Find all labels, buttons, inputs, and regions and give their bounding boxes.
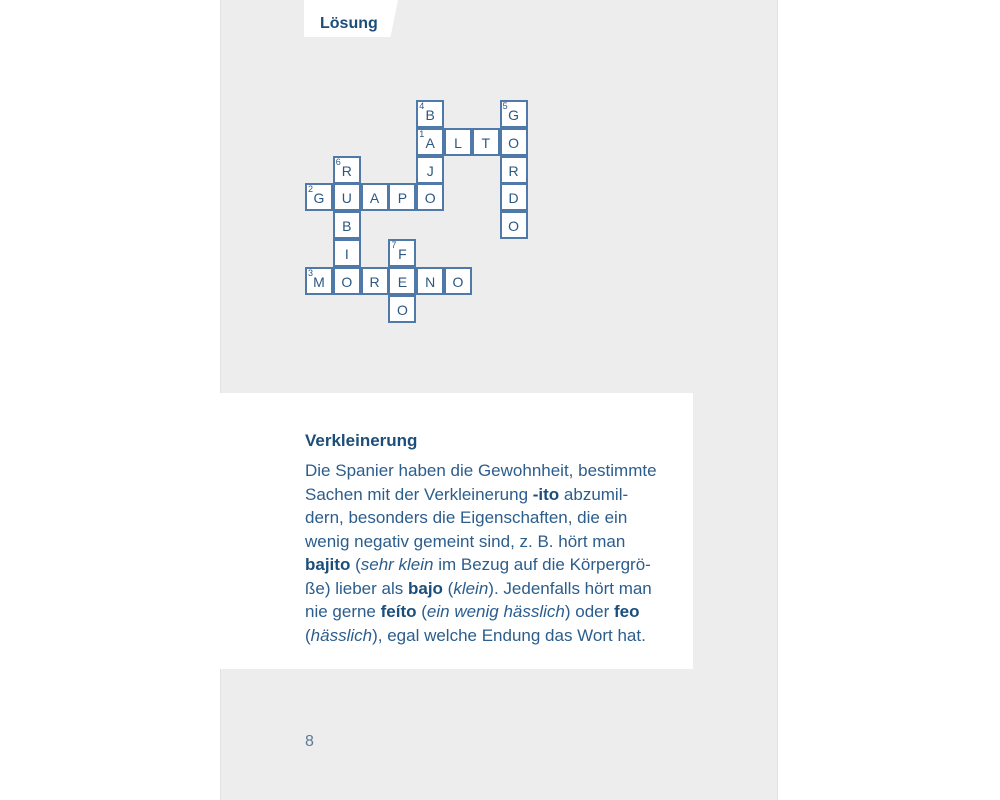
info-text-line (305, 624, 675, 648)
crossword-letter: U (341, 190, 352, 207)
crossword-cell (444, 267, 472, 295)
crossword-letter: D (508, 190, 519, 207)
crossword-letter: N (425, 273, 436, 290)
info-text-line (305, 506, 675, 530)
crossword-letter: O (341, 273, 353, 290)
italic-translation: klein (453, 578, 489, 598)
crossword-letter: M (313, 273, 325, 290)
crossword-clue-number: 7 (391, 240, 397, 250)
info-text-line (305, 600, 675, 624)
crossword-cell (444, 128, 472, 156)
crossword-cell (500, 211, 528, 239)
text-run: ). Jedenfalls hört man (488, 578, 652, 598)
crossword-letter: G (508, 107, 520, 123)
page-number: 8 (305, 733, 314, 750)
crossword-cell (305, 267, 333, 295)
info-text-line (305, 553, 675, 577)
text-run: ( (350, 555, 361, 574)
text-run: ( (442, 578, 454, 598)
text-run: ( (416, 602, 427, 621)
crossword-letter: B (342, 218, 352, 235)
crossword-cell (416, 183, 444, 211)
info-text-line (305, 530, 675, 554)
info-text-line (305, 459, 675, 483)
crossword-cell (388, 183, 416, 211)
crossword-clue-number: 6 (335, 156, 341, 167)
crossword-cell (500, 128, 528, 156)
text-run: im Bezug auf die Körpergrö- (433, 555, 651, 574)
crossword-cell (305, 183, 333, 211)
crossword-cell (361, 267, 389, 295)
bold-term: feo (614, 602, 640, 621)
crossword-letter: O (424, 190, 436, 207)
crossword-clue-number: 1 (419, 128, 425, 139)
info-box-title: Verkleinerung (305, 431, 418, 450)
text-run: nie gerne (305, 602, 381, 621)
crossword-clue-number: 2 (308, 184, 314, 195)
crossword-letter: L (454, 134, 462, 151)
crossword-letter: F (398, 246, 407, 262)
text-run: ße) lieber als (305, 578, 408, 598)
info-box-text (305, 459, 675, 647)
solution-tab-label: Lösung (320, 15, 378, 32)
text-run: ) oder (564, 602, 615, 621)
text-run: ), egal welche Endung das Wort hat. (372, 625, 646, 645)
crossword-clue-number: 5 (502, 101, 508, 111)
crossword-cell (416, 128, 444, 156)
crossword-cell (416, 100, 444, 128)
crossword-cell (333, 239, 361, 267)
italic-translation: hässlich (310, 625, 373, 645)
crossword-letter: I (344, 246, 349, 262)
crossword-letter: O (508, 218, 520, 235)
crossword-cell (333, 156, 361, 184)
info-text-line (305, 483, 675, 507)
crossword-cell (416, 156, 444, 184)
crossword-cell (333, 211, 361, 239)
crossword-cell (416, 267, 444, 295)
text-run: Sachen mit der Verkleinerung (305, 484, 533, 504)
crossword-cell (500, 183, 528, 211)
page-edge-right (777, 0, 778, 800)
crossword-cell (388, 239, 416, 267)
text-run: abzumil- (559, 484, 629, 504)
crossword-letter: R (508, 162, 519, 179)
text-run: ( (305, 625, 311, 645)
crossword-cell (500, 100, 528, 128)
text-run: dern, besonders die Eigenschaften, die ein (305, 508, 628, 527)
bold-term: bajo (407, 578, 443, 598)
crossword-letter: G (313, 190, 325, 207)
crossword-letter: B (425, 107, 435, 123)
crossword-cell (500, 156, 528, 184)
bold-term: feíto (380, 602, 417, 621)
bold-term: bajito (305, 555, 351, 574)
crossword-letter: O (508, 134, 520, 151)
crossword-clue-number: 3 (308, 267, 314, 278)
bold-term: -ito (532, 484, 560, 504)
text-run: wenig negativ gemeint sind, z. B. hört man (305, 531, 626, 551)
crossword-cell (333, 183, 361, 211)
crossword-cell (388, 295, 416, 323)
crossword-letter: T (481, 134, 491, 151)
crossword-clue-number: 4 (419, 101, 425, 111)
crossword-letter: A (369, 190, 380, 207)
crossword-letter: R (341, 162, 352, 179)
crossword-letter: E (397, 273, 408, 290)
crossword-cell (361, 183, 389, 211)
crossword-letter: R (369, 273, 380, 290)
crossword-letter: O (396, 301, 408, 318)
crossword-letter: J (426, 162, 434, 179)
italic-translation: sehr klein (360, 555, 434, 574)
crossword-letter: O (452, 273, 464, 290)
crossword-letter: P (397, 190, 408, 207)
crossword-cell (333, 267, 361, 295)
italic-translation: ein wenig hässlich (426, 602, 565, 621)
info-text-line (305, 577, 675, 601)
text-run: Die Spanier haben die Gewohnheit, bestimmte (305, 461, 657, 480)
crossword-cell (388, 267, 416, 295)
crossword-letter: A (425, 134, 435, 151)
crossword-cell (472, 128, 500, 156)
